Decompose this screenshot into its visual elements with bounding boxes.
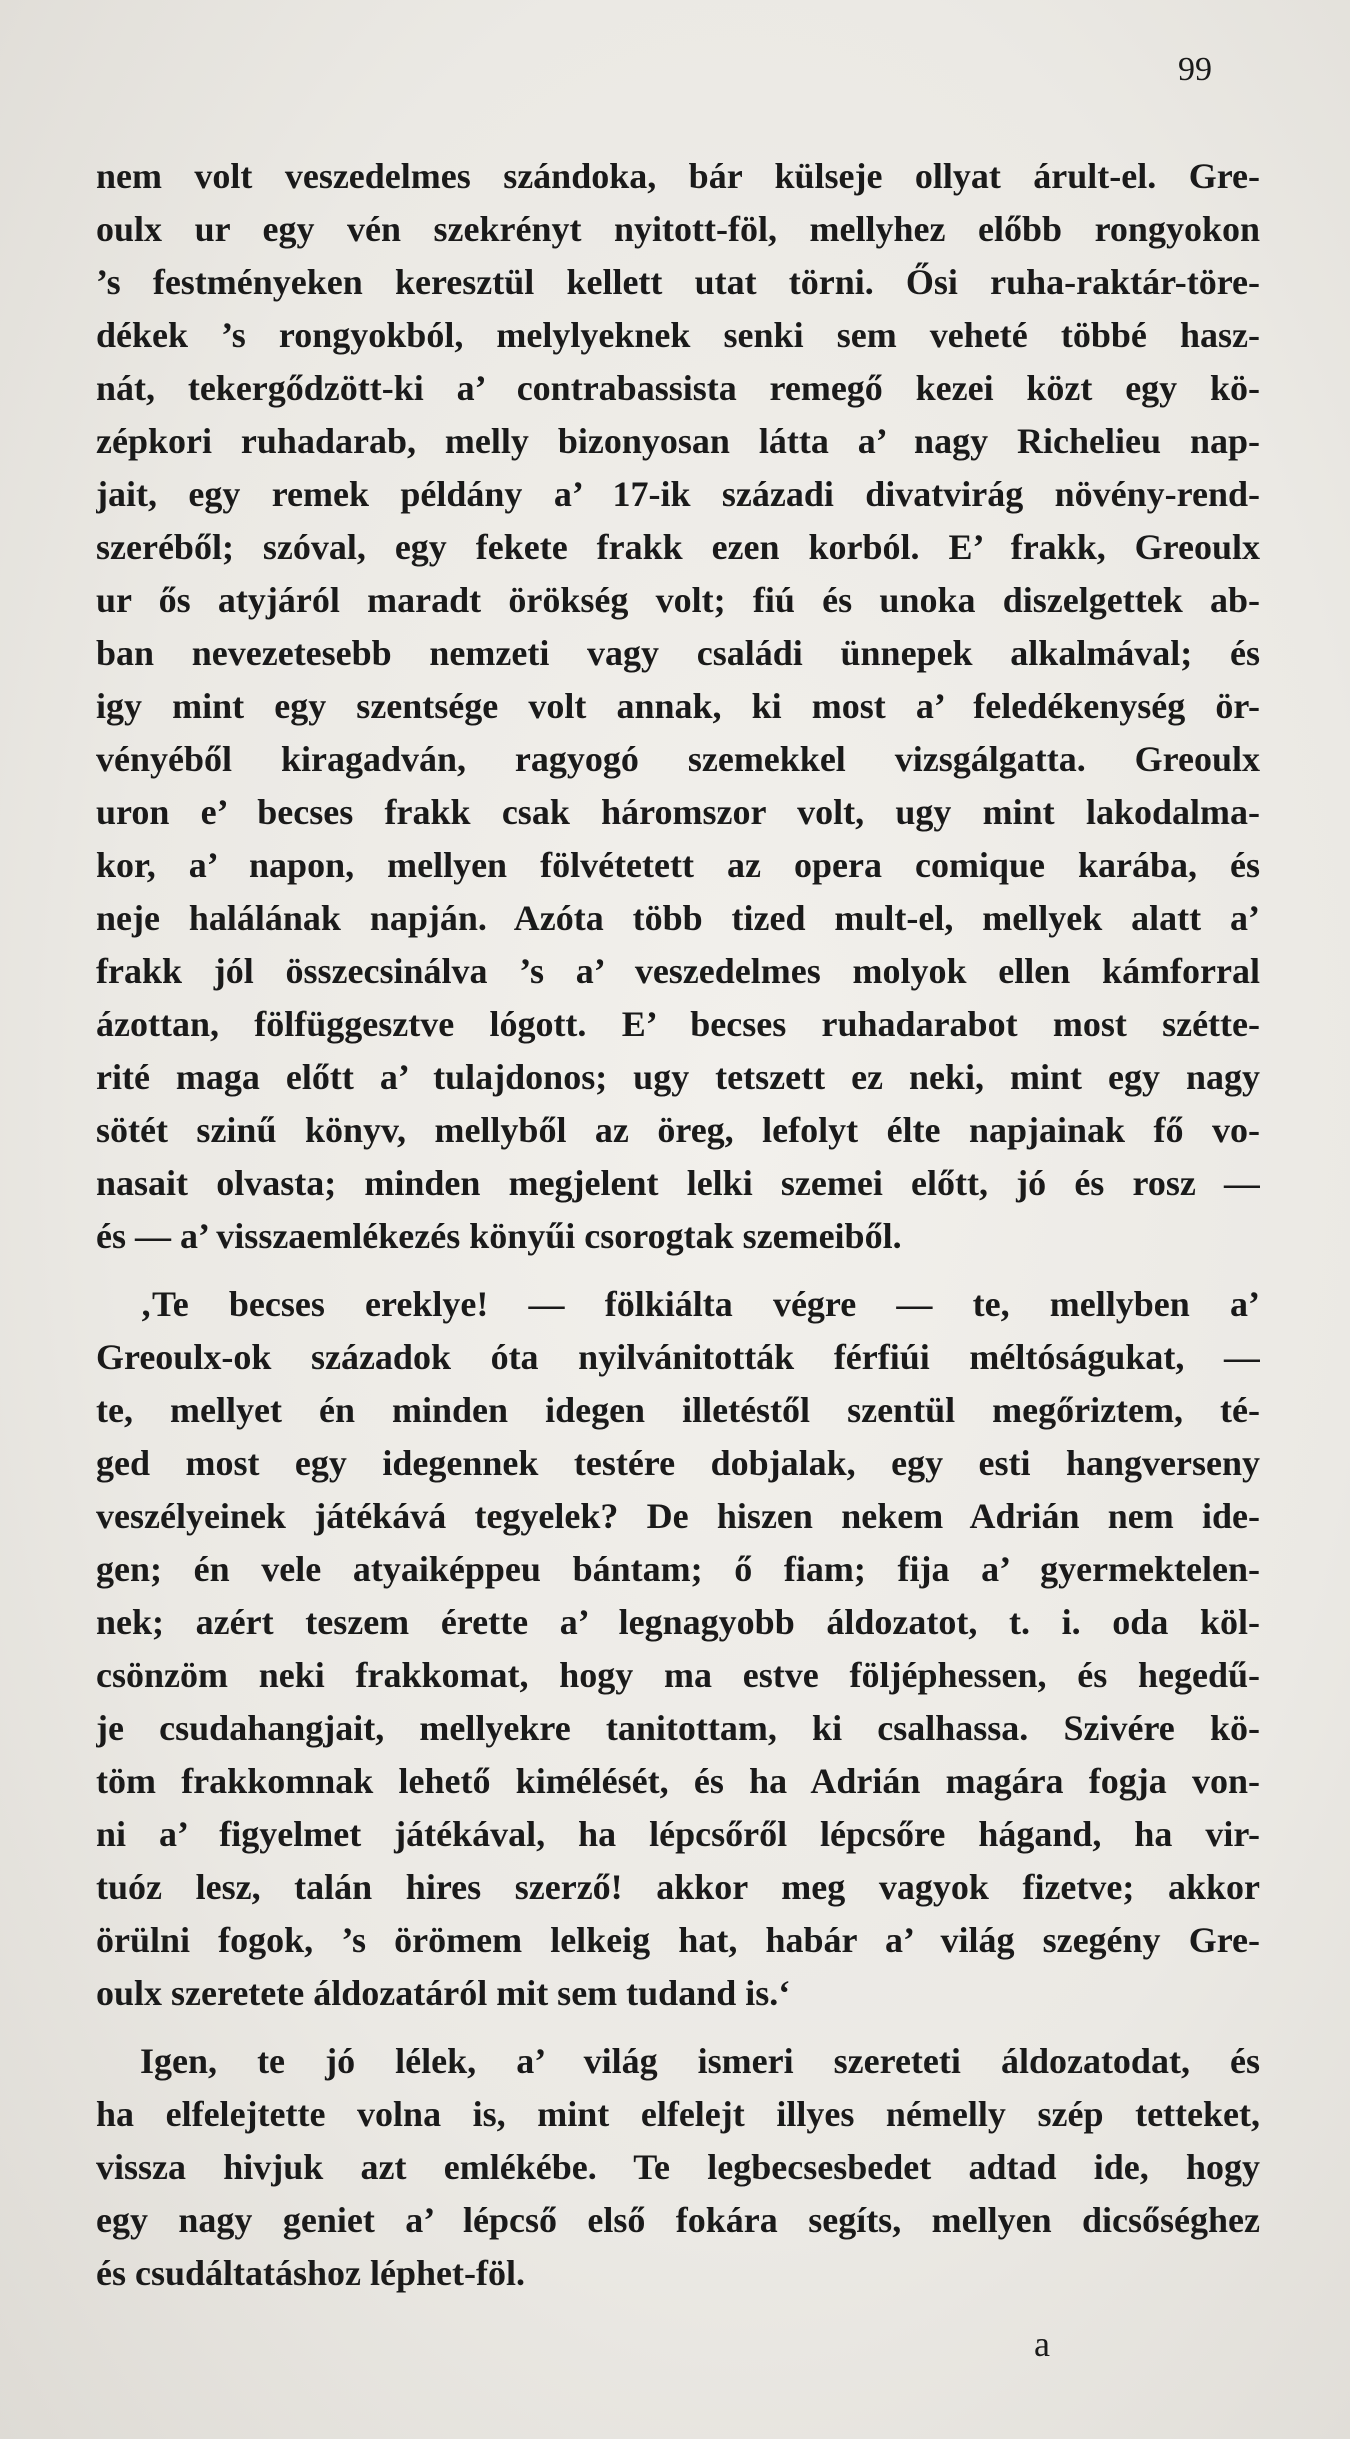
text-line: igy mint egy szentsége volt annak, ki most a’ feledékenység ör- (96, 686, 1260, 726)
text-line: rité maga előtt a’ tulajdonos; ugy tetszett ez neki, mint egy nagy (96, 1057, 1260, 1097)
text-line: oulx szeretete áldozatáról mit sem tudand is.‘ (96, 1973, 791, 2013)
text-line: te, mellyet én minden idegen illetéstől szentül megőriztem, té- (96, 1390, 1260, 1430)
text-line: dékek ’s rongyokból, melylyeknek senki sem veheté többé hasz- (96, 315, 1260, 355)
text-line: frakk jól összecsinálva ’s a’ veszedelmes molyok ellen kámforral (96, 951, 1260, 991)
text-line: egy nagy geniet a’ lépcső első fokára segíts, mellyen dicsőséghez (96, 2200, 1260, 2240)
text-line: gen; én vele atyaiképpeu bántam; ő fiam; fija a’ gyermektelen- (96, 1549, 1260, 1589)
text-line: jait, egy remek példány a’ 17-ik századi divatvirág növény-rend- (96, 474, 1260, 514)
text-line: és csudáltatáshoz léphet-föl. (96, 2253, 525, 2293)
text-line: ázottan, fölfüggesztve lógott. E’ becses ruhadarabot most szétte- (96, 1004, 1260, 1044)
text-line: ban nevezetesebb nemzeti vagy családi ünnepek alkalmával; és (96, 633, 1260, 673)
text-line: ’s festményeken keresztül kellett utat törni. Ősi ruha-raktár-töre- (96, 262, 1260, 302)
text-line: nát, tekergődzött-ki a’ contrabassista remegő kezei közt egy kö- (96, 368, 1260, 408)
text-line: sötét szinű könyv, mellyből az öreg, lefolyt élte napjainak fő vo- (96, 1110, 1260, 1150)
text-line: veszélyeinek játékává tegyelek? De hiszen nekem Adrián nem ide- (96, 1496, 1260, 1536)
text-line: kor, a’ napon, mellyen fölvétetett az opera comique karába, és (96, 845, 1260, 885)
text-line: és — a’ visszaemlékezés könyűi csorogtak szemeiből. (96, 1216, 902, 1256)
text-line: csönzöm neki frakkomat, hogy ma estve följéphessen, és hegedű- (96, 1655, 1260, 1695)
text-line: ni a’ figyelmet játékával, ha lépcsőről lépcsőre hágand, ha vir- (96, 1814, 1260, 1854)
text-line: nek; azért teszem érette a’ legnagyobb áldozatot, t. i. oda köl- (96, 1602, 1260, 1642)
text-line: tuóz lesz, talán hires szerző! akkor meg vagyok fizetve; akkor (96, 1867, 1260, 1907)
text-line: vissza hivjuk azt emlékébe. Te legbecsesbedet adtad ide, hogy (96, 2147, 1260, 2187)
text-line: ‚Te becses ereklye! — fölkiálta végre — te, mellyben a’ (140, 1284, 1260, 1324)
text-line: je csudahangjait, mellyekre tanitottam, ki csalhassa. Szivére kö- (96, 1708, 1260, 1748)
text-line: töm frakkomnak lehető kimélését, és ha Adrián magára fogja von- (96, 1761, 1260, 1801)
text-line: neje halálának napján. Azóta több tized mult-el, mellyek alatt a’ (96, 898, 1260, 938)
text-line: zépkori ruhadarab, melly bizonyosan látta a’ nagy Richelieu nap- (96, 421, 1260, 461)
text-line: uron e’ becses frakk csak háromszor volt, ugy mint lakodalma- (96, 792, 1260, 832)
text-line: örülni fogok, ’s örömem lelkeig hat, habár a’ világ szegény Gre- (96, 1920, 1260, 1960)
text-line: Greoulx-ok századok óta nyilvánitották férfiúi méltóságukat, — (96, 1337, 1260, 1377)
text-line: Igen, te jó lélek, a’ világ ismeri szereteti áldozatodat, és (140, 2041, 1260, 2081)
text-line: ur ős atyjáról maradt örökség volt; fiú és unoka diszelgettek ab- (96, 580, 1260, 620)
text-line: ged most egy idegennek testére dobjalak, egy esti hangverseny (96, 1443, 1260, 1483)
signature-mark: a (1034, 2324, 1050, 2364)
text-line: szeréből; szóval, egy fekete frakk ezen korból. E’ frakk, Greoulx (96, 527, 1260, 567)
text-line: vényéből kiragadván, ragyogó szemekkel vizsgálgatta. Greoulx (96, 739, 1260, 779)
text-line: nem volt veszedelmes szándoka, bár külseje ollyat árult-el. Gre- (96, 156, 1260, 196)
text-line: nasait olvasta; minden megjelent lelki szemei előtt, jó és rosz — (96, 1163, 1260, 1203)
text-line: oulx ur egy vén szekrényt nyitott-föl, mellyhez előbb rongyokon (96, 209, 1260, 249)
page-number: 99 (1178, 51, 1212, 88)
text-line: ha elfelejtette volna is, mint elfelejt illyes némelly szép tetteket, (96, 2094, 1260, 2134)
